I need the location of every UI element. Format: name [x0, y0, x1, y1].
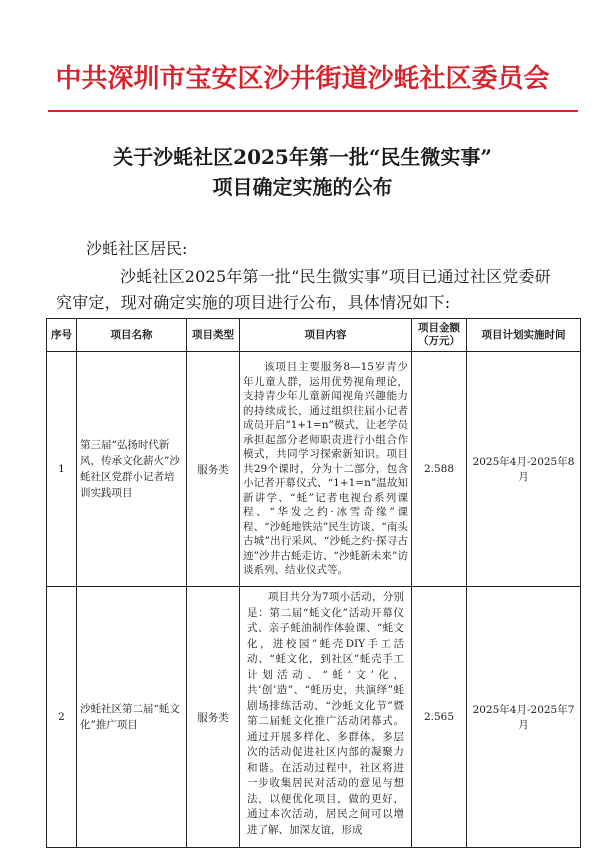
row-period: 2025年4月-2025年8月: [467, 352, 581, 587]
row-amount: 2.565: [412, 587, 467, 848]
row-no: 2: [47, 587, 77, 848]
header-name: 项目名称: [77, 319, 187, 352]
row-project-content: 该项目主要服务8—15岁青少年儿童人群，运用优势视角理论，支持青少年儿童新闻视角兴趣能力的持续成长，通过组织往届小记者成员开启“1+1=n”模式，让老学员承担起部分老师职责进行小组合作模式，共同学习探索新知识。项目共29个课时，分为十二部分，包含小记者开幕仪式、“1+1=n”温故知新讲学、“蚝”记者电视台系列课程、“华发之约·冰雪奇缘”课程、“沙蚝地铁站”民生访谈、“南头古城”出行采风、“沙蚝之约·探寻古迹”沙井古蚝走访、“沙蚝新未来”访谈系列、结业仪式等。: [240, 352, 412, 587]
row-no: 1: [47, 352, 77, 587]
row-amount: 2.588: [412, 352, 467, 587]
header-type: 项目类型: [187, 319, 240, 352]
title-line-1: 关于沙蚝社区2025年第一批“民生微实事”: [113, 145, 492, 169]
salutation: 沙蚝社区居民:: [86, 239, 188, 258]
document-title: [0, 142, 605, 202]
row-period: 2025年4月-2025年7月: [467, 587, 581, 848]
projects-table: [46, 318, 581, 848]
header-amount: 项目金额（万元）: [412, 319, 467, 352]
title-line-2: 项目确定实施的公布: [212, 175, 393, 199]
table-header-row: [47, 319, 581, 352]
row-project-type: 服务类: [187, 587, 240, 848]
header-period: 项目计划实施时间: [467, 319, 581, 352]
row-project-name: 沙蚝社区第二届“蚝文化”推广项目: [77, 587, 187, 848]
row-project-name: 第三届“弘扬时代新风，传承文化薪火”沙蚝社区党群小记者培训实践项目: [77, 352, 187, 587]
masthead-org-name: 中共深圳市宝安区沙井街道沙蚝社区委员会: [55, 64, 550, 94]
row-project-content-cell: [240, 587, 412, 848]
header-no: 序号: [47, 319, 77, 352]
row-project-content: 项目共分为7项小活动，分别是：第二届“蚝文化”活动开幕仪式、亲子蚝油制作体验课、“蚝文化，进校园”蚝壳DIY手工活动、“蚝文化，到社区”蚝壳手工计划活动、“蚝‘文’化，共‘创’造”、“蚝历史，共演绎”蚝剧场排练活动、“沙蚝文化节”暨第二届蚝文化推广活动闭幕式。通过开展多样化、多群体、多层次的活动促进社区内部的凝聚力和谐。在活动过程中，社区将进一步收集居民对活动的意见与想法，以便优化项目，做的更好，通过本次活动，居民之间可以增进了解、加深友谊，形成: [247, 591, 404, 836]
row-project-type: 服务类: [187, 352, 240, 587]
header-content: 项目内容: [240, 319, 412, 352]
intro-paragraph: 沙蚝社区2025年第一批“民生微实事”项目已通过社区党委研究审定，现对确定实施的项目进行公布，具体情况如下:: [56, 267, 551, 312]
table-row: [47, 352, 581, 587]
red-divider-line: [48, 110, 578, 112]
table-row: [47, 587, 581, 848]
